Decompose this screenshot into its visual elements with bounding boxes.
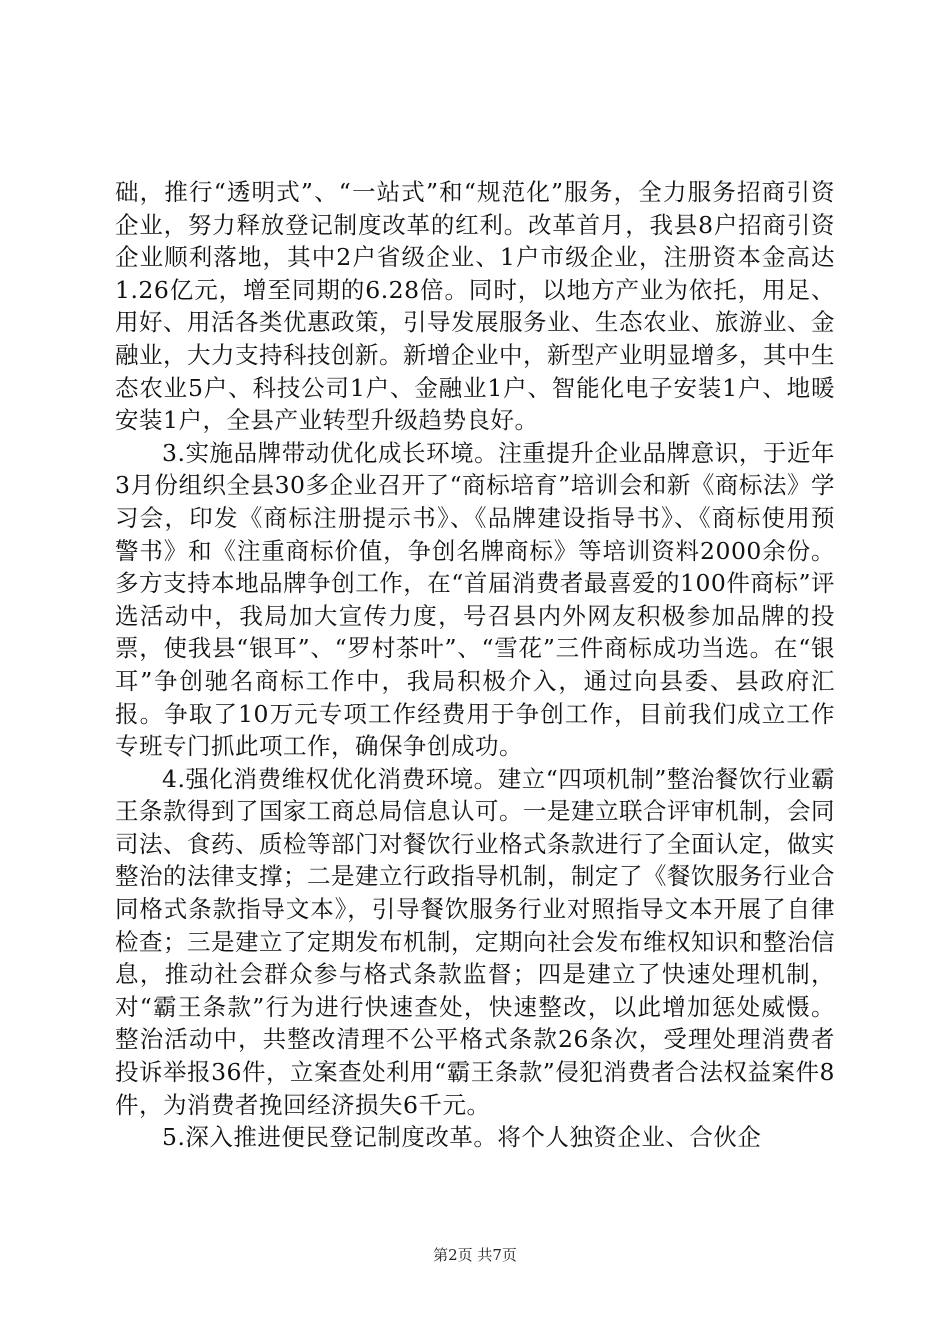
page-number-footer: 第2页 共7页 bbox=[433, 1246, 517, 1264]
paragraph-continued: 础，推行“透明式”、“一站式”和“规范化”服务，全力服务招商引资企业，努力释放登记制度改革的红利。改革首月，我县8户招商引资企业顺利落地，其中2户省级企业、1户市级企业，注册资本金高达1.26亿元，增至同期的6.28倍。同时，以地方产业为依托，用足、用好、用活各类优惠政策，引导发展服务业、生态农业、旅游业、金融业，大力支持科技创新。新增企业中，新型产业明显增多，其中生态农业5户、科技公司1户、金融业1户、智能化电子安装1户、地暖安装1户，全县产业转型升级趋势良好。 bbox=[115, 178, 835, 435]
paragraph-brand-strategy: 3.实施品牌带动优化成长环境。注重提升企业品牌意识，于近年3月份组织全县30多企业召开了“商标培育”培训会和新《商标法》学习会，印发《商标注册提示书》、《品牌建设指导书》、《商标使用预警书》和《注重商标价值，争创名牌商标》等培训资料2000余份。多方支持本地品牌争创工作，在“首届消费者最喜爱的100件商标”评选活动中，我局加大宣传力度，号召县内外网友积极参加品牌的投票，使我县“银耳”、“罗村茶叶”、“雪花”三件商标成功当选。在“银耳”争创驰名商标工作中，我局积极介入，通过向县委、县政府汇报。争取了10万元专项工作经费用于争创工作，目前我们成立工作专班专门抓此项工作，确保争创成功。 bbox=[115, 438, 835, 761]
paragraph-consumer-rights: 4.强化消费维权优化消费环境。建立“四项机制”整治餐饮行业霸王条款得到了国家工商总局信息认可。一是建立联合评审机制，会同司法、食药、质检等部门对餐饮行业格式条款进行了全面认定，做实整治的法律支撑；二是建立行政指导机制，制定了《餐饮服务行业合同格式条款指导文本》，引导餐饮服务行业对照指导文本开展了自律检查；三是建立了定期发布机制，定期向社会发布维权知识和整治信息，推动社会群众参与格式条款监督；四是建立了快速处理机制，对“霸王条款”行为进行快速查处，快速整改，以此增加惩处威慑。整治活动中，共整改清理不公平格式条款26条次，受理处理消费者投诉举报36件，立案查处利用“霸王条款”侵犯消费者合法权益案件8件，为消费者挽回经济损失6千元。 bbox=[115, 764, 835, 1119]
paragraph-registration-reform: 5.深入推进便民登记制度改革。将个人独资企业、合伙企 bbox=[162, 1123, 762, 1152]
document-body bbox=[115, 176, 835, 1154]
